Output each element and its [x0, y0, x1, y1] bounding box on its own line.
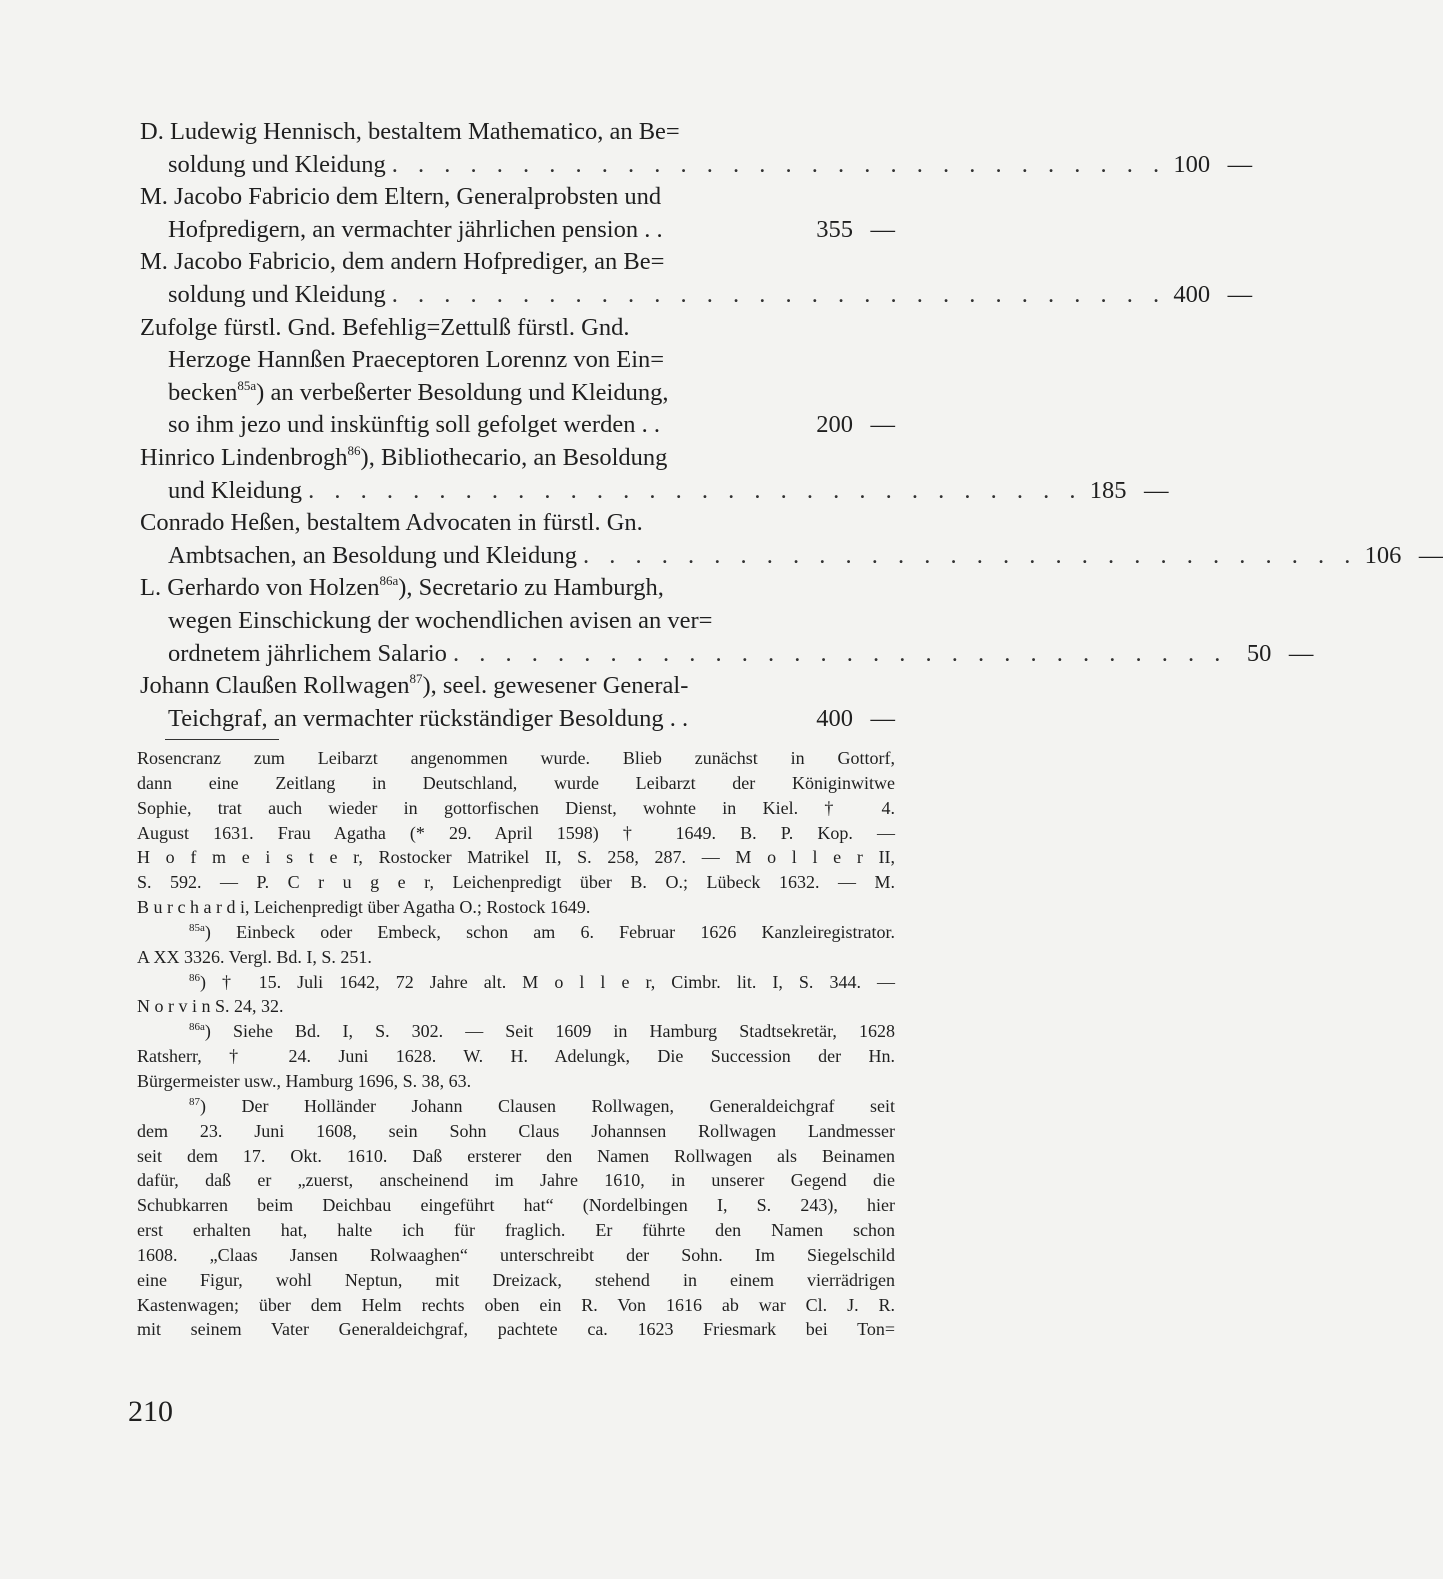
- amount-dash: —: [870, 215, 895, 243]
- entry-text: Teichgraf, an vermachter rückständiger Besoldung . .: [168, 704, 689, 732]
- entry-line: [140, 670, 895, 703]
- entry-text: so ihm jezo und inskünftig soll gefolget werden . .: [168, 411, 660, 439]
- amount: 200: [816, 411, 853, 439]
- footnote-separator-rule: [165, 739, 279, 740]
- entry-line: [140, 409, 895, 442]
- entry-line: [140, 246, 895, 279]
- entry-text: soldung und Kleidung: [168, 280, 386, 308]
- entry-line: [140, 279, 1253, 312]
- footnote-line: [137, 821, 895, 846]
- amount-dash: —: [870, 704, 895, 732]
- entry-text: M. Jacobo Fabricio dem Eltern, Generalprobsten und: [140, 183, 662, 211]
- leader-dots: . . . . . . . . . . . . . . . . . . . . . . . . . . . . . .: [391, 280, 1167, 308]
- amount: 106: [1364, 541, 1402, 569]
- entry-line: [140, 214, 895, 247]
- entry-text: Hinrico Lindenbrogh: [140, 443, 348, 471]
- leader-dots: . . . . . . . . . . . . . . . . . . . . . . . . . . . . . .: [452, 639, 1228, 667]
- amount-dash: —: [870, 411, 895, 439]
- footnote-ref: 86: [347, 442, 361, 458]
- entry-line: [140, 116, 895, 149]
- footnote-text: S. 592. — P. C r u g e r, Leichenpredigt über B. O.; Lübeck 1632. — M.: [137, 872, 895, 893]
- footnote-line: [137, 1044, 895, 1069]
- footnote-ref: 85a: [237, 377, 257, 393]
- footnote-text: A XX 3326. Vergl. Bd. I, S. 251.: [137, 946, 372, 967]
- payment-entry: [140, 442, 1169, 507]
- footnote-text: mit seinem Vater Generaldeichgraf, pachtete ca. 1623 Friesmark bei Ton=: [137, 1319, 895, 1340]
- entry-text: und Kleidung: [168, 476, 303, 504]
- payment-entry: [140, 116, 1253, 181]
- entry-text: Herzoge Hannßen Praeceptoren Lorennz von Ein=: [168, 346, 665, 374]
- footnote-line: [137, 1243, 895, 1268]
- leader-dots: . . . . . . . . . . . . . . . . . . . . . . . . . . . . . .: [391, 150, 1167, 178]
- footnote-number: 86a: [189, 1021, 205, 1034]
- footnote-line: [137, 1193, 895, 1218]
- entry-text: D. Ludewig Hennisch, bestaltem Mathematico, an Be=: [140, 118, 680, 145]
- entry-text: Hofpredigern, an vermachter jährlichen pension . .: [168, 215, 663, 243]
- entry-text-continued: ), Secretario zu Hamburgh,: [398, 574, 664, 602]
- footnote-number: 87: [189, 1095, 200, 1108]
- footnote-line: [137, 1119, 895, 1144]
- amount: 400: [1173, 280, 1211, 308]
- entry-text: Conrado Heßen, bestaltem Advocaten in fürstl. Gn.: [140, 509, 643, 537]
- footnote-line: [137, 1168, 895, 1193]
- entry-text-continued: ), seel. gewesener General-: [422, 672, 689, 700]
- entry-line: [140, 572, 895, 605]
- payment-entry: [140, 670, 895, 735]
- footnote-ref: 87: [409, 671, 423, 687]
- page-number: 210: [128, 1395, 173, 1428]
- entry-text: L. Gerhardo von Holzen: [140, 574, 380, 602]
- leader-dots: . . . . . . . . . . . . . . . . . . . . . . . . . . . . . .: [308, 476, 1083, 504]
- entry-text: wegen Einschickung der wochendlichen avisen an ver=: [168, 606, 713, 634]
- footnote-text: Ratsherr, † 24. Juni 1628. W. H. Adelungk, Die Succession der Hn.: [137, 1046, 895, 1067]
- footnote-line: [137, 796, 895, 821]
- entry-line: [140, 312, 895, 345]
- footnote-line: [137, 920, 895, 945]
- entry-text-continued: ) an verbeßerter Besoldung und Kleidung,: [256, 378, 669, 406]
- entry-line: [140, 377, 895, 410]
- footnote-ref: 86a: [379, 573, 399, 589]
- amount: 100: [1173, 150, 1211, 178]
- footnote-line: [137, 870, 895, 895]
- footnote-text: Bürgermeister usw., Hamburg 1696, S. 38, 63.: [137, 1070, 472, 1091]
- leader-dots: . . . . . . . . . . . . . . . . . . . . . . . . . . . . . .: [582, 541, 1358, 569]
- payment-entry: [140, 181, 895, 246]
- footnote-text: B u r c h a r d i, Leichenpredigt über Agatha O.; Rostock 1649.: [137, 897, 591, 918]
- entry-line: [140, 638, 1314, 671]
- footnote-line: [137, 1317, 895, 1342]
- entry-text: M. Jacobo Fabricio, dem andern Hofprediger, an Be=: [140, 248, 665, 276]
- footnote-line: [137, 970, 895, 995]
- amount: 50: [1246, 639, 1272, 667]
- amount-dash: —: [1227, 150, 1253, 178]
- entry-text: Zufolge fürstl. Gnd. Befehlig=Zettulß fürstl. Gnd.: [140, 313, 630, 341]
- entry-line: [140, 344, 895, 377]
- payment-entry: [140, 312, 895, 442]
- footnote-text: N o r v i n S. 24, 32.: [137, 996, 284, 1017]
- footnote-text: erst erhalten hat, halte ich für fraglich. Er führte den Namen schon: [137, 1220, 895, 1241]
- footnote-text: dann eine Zeitlang in Deutschland, wurde Leibarzt der Königinwitwe: [137, 772, 895, 793]
- footnote-text: ) Siehe Bd. I, S. 302. — Seit 1609 in Hamburg Stadtsekretär, 1628: [204, 1021, 895, 1042]
- footnote-text: H o f m e i s t e r, Rostocker Matrikel II, S. 258, 287. — M o l l e r II,: [137, 847, 895, 868]
- payment-entry: [140, 572, 1314, 670]
- amount: 185: [1089, 476, 1127, 504]
- entry-line: [140, 475, 1169, 508]
- footnote-line: [137, 945, 895, 970]
- footnote-line: [137, 1144, 895, 1169]
- entry-text: Johann Claußen Rollwagen: [140, 672, 410, 700]
- footnote-line: [137, 845, 895, 870]
- footnote-text: dem 23. Juni 1608, sein Sohn Claus Johannsen Rollwagen Landmesser: [137, 1120, 895, 1141]
- entry-text-continued: ), Bibliothecario, an Besoldung: [360, 443, 668, 471]
- amount: 400: [816, 704, 853, 732]
- entry-text: soldung und Kleidung: [168, 150, 386, 178]
- footnote-text: seit dem 17. Okt. 1610. Daß ersterer den Namen Rollwagen als Beinamen: [137, 1145, 895, 1166]
- entry-line: [140, 181, 895, 214]
- footnote-line: [137, 746, 895, 771]
- footnote-text: eine Figur, wohl Neptun, mit Dreizack, stehend in einem vierrädrigen: [137, 1269, 895, 1290]
- entry-line: [140, 149, 1253, 182]
- footnote-text: 1608. „Claas Jansen Rolwaaghen“ unterschreibt der Sohn. Im Siegelschild: [137, 1244, 895, 1265]
- footnote-line: [137, 771, 895, 796]
- footnote-number: 86: [189, 971, 200, 984]
- footnote-number: 85a: [189, 921, 205, 934]
- footnote-line: [137, 1094, 895, 1119]
- entry-line: [140, 540, 1443, 573]
- amount-dash: —: [1418, 541, 1443, 569]
- footnote-line: [137, 1293, 895, 1318]
- footnote-line: [137, 1218, 895, 1243]
- entry-text: ordnetem jährlichem Salario: [168, 639, 447, 667]
- entry-text: becken: [168, 378, 238, 406]
- entry-line: [140, 442, 895, 475]
- footnote-text: Kastenwagen; über dem Helm rechts oben ein R. Von 1616 ab war Cl. J. R.: [137, 1294, 895, 1315]
- payment-entry: [140, 246, 1253, 311]
- amount: 355: [816, 215, 853, 243]
- amount-dash: —: [1288, 639, 1314, 667]
- entry-line: [140, 605, 895, 638]
- footnote-line: [137, 1268, 895, 1293]
- footnote-text: Rosencranz zum Leibarzt angenommen wurde. Blieb zunächst in Gottorf,: [137, 748, 895, 768]
- payment-list: [140, 116, 1443, 735]
- footnote-text: August 1631. Frau Agatha (* 29. April 1598) † 1649. B. P. Kop. —: [137, 822, 895, 843]
- footnote-text: ) Der Holländer Johann Clausen Rollwagen, Generaldeichgraf seit: [200, 1095, 895, 1116]
- footnote-line: [137, 895, 895, 920]
- amount-dash: —: [1227, 280, 1253, 308]
- footnote-text: ) Einbeck oder Embeck, schon am 6. Februar 1626 Kanzleiregistrator.: [204, 921, 895, 942]
- entry-line: [140, 507, 895, 540]
- footnote-text: Sophie, trat auch wieder in gottorfischen Dienst, wohnte in Kiel. † 4.: [137, 797, 895, 818]
- footnotes: [137, 746, 895, 1342]
- entry-text: Ambtsachen, an Besoldung und Kleidung: [168, 541, 577, 569]
- footnote-line: [137, 994, 895, 1019]
- footnote-text: Schubkarren beim Deichbau eingeführt hat“ (Nordelbingen I, S. 243), hier: [137, 1195, 895, 1216]
- footnote-text: dafür, daß er „zuerst, anscheinend im Jahre 1610, in unserer Gegend die: [137, 1170, 895, 1191]
- amount-dash: —: [1143, 476, 1169, 504]
- footnote-line: [137, 1019, 895, 1044]
- footnote-line: [137, 1069, 895, 1094]
- entry-line: [140, 703, 895, 736]
- payment-entry: [140, 507, 1443, 572]
- footnote-text: ) † 15. Juli 1642, 72 Jahre alt. M o l l e r, Cimbr. lit. I, S. 344. —: [200, 971, 895, 992]
